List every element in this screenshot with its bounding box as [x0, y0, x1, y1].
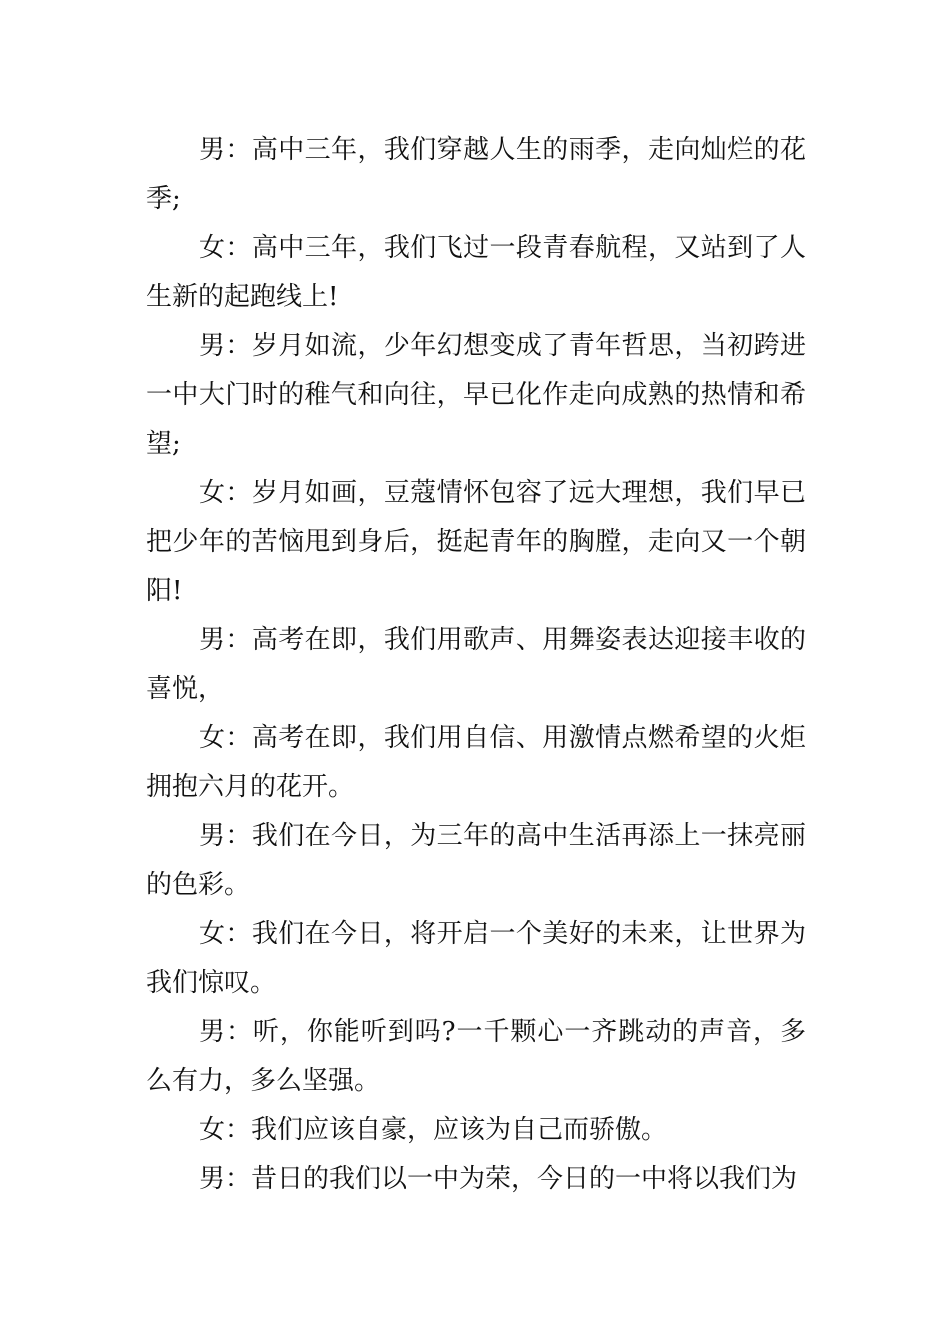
- paragraph: 女：我们在今日，将开启一个美好的未来，让世界为我们惊叹。: [146, 919, 806, 998]
- paragraph: 男：高中三年，我们穿越人生的雨季，走向灿烂的花季;: [146, 135, 806, 214]
- paragraph: 男：昔日的我们以一中为荣，今日的一中将以我们为: [199, 1164, 798, 1194]
- paragraph: 男：听，你能听到吗?一千颗心一齐跳动的声音，多么有力，多么坚强。: [146, 1017, 806, 1096]
- paragraph: 女：高中三年，我们飞过一段青春航程，又站到了人生新的起跑线上!: [146, 233, 806, 312]
- paragraph: 女：岁月如画，豆蔻情怀包容了远大理想，我们早已把少年的苦恼甩到身后，挺起青年的胸膛，走向又一个朝阳!: [146, 478, 806, 606]
- paragraph: 男：高考在即，我们用歌声、用舞姿表达迎接丰收的喜悦，: [146, 625, 806, 704]
- paragraph: 男：岁月如流，少年幻想变成了青年哲思，当初跨进一中大门时的稚气和向往，早已化作走向成熟的热情和希望;: [146, 331, 806, 459]
- paragraph: 男：我们在今日，为三年的高中生活再添上一抹亮丽的色彩。: [146, 821, 806, 900]
- paragraph: 女：高考在即，我们用自信、用激情点燃希望的火炬拥抱六月的花开。: [146, 723, 806, 802]
- paragraph: 女：我们应该自豪，应该为自己而骄傲。: [199, 1115, 668, 1145]
- document-page: [146, 126, 806, 1204]
